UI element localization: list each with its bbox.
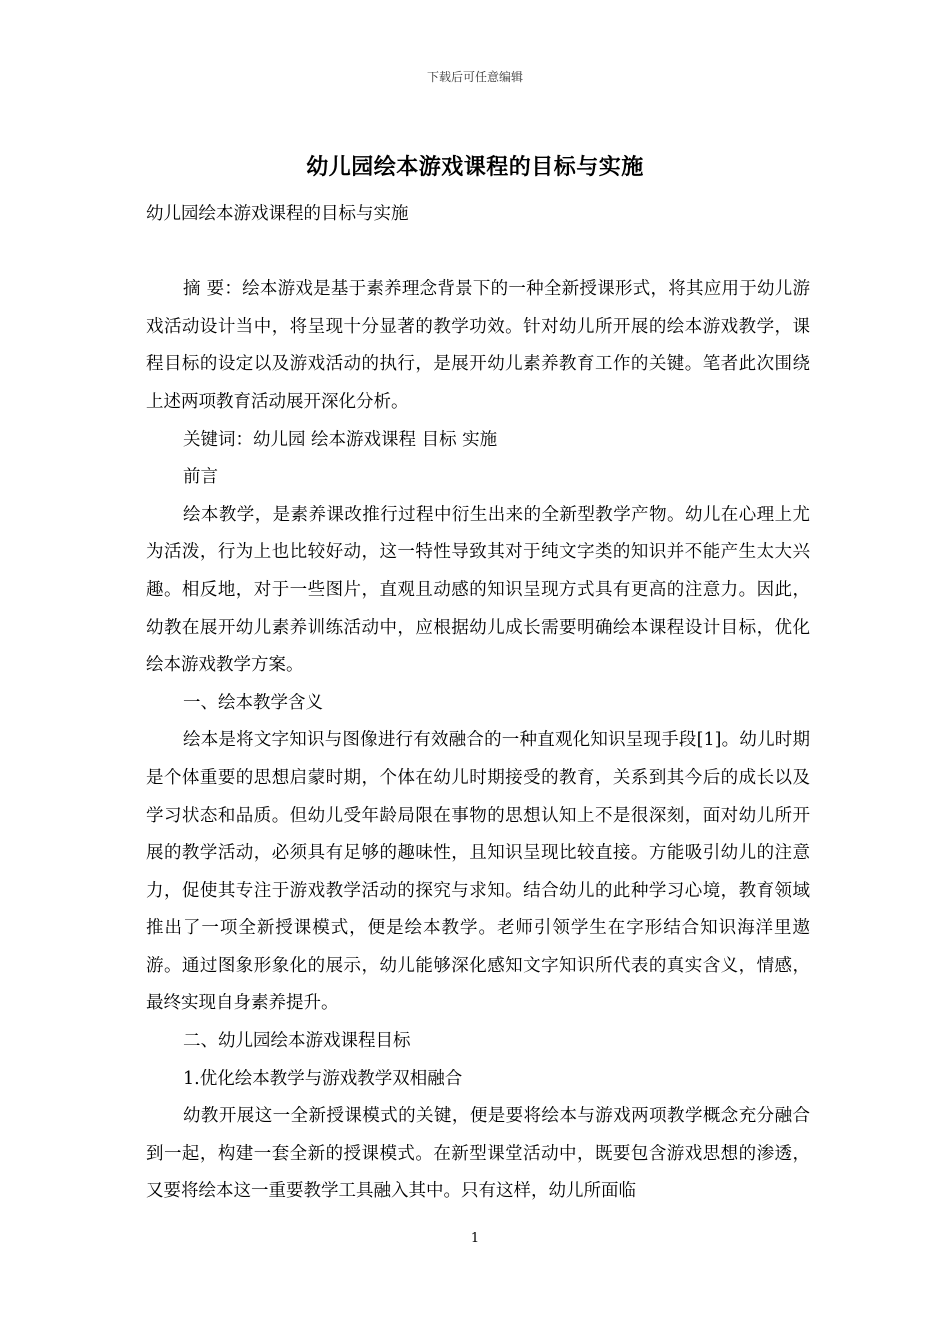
document-body <box>146 196 810 1211</box>
abstract-paragraph: 摘 要：绘本游戏是基于素养理念背景下的一种全新授课形式，将其应用于幼儿游戏活动设计当中，将呈现十分显著的教学功效。针对幼儿所开展的绘本游戏教学，课程目标的设定以及游戏活动的执行，是展开幼儿素养教育工作的关键。笔者此次围绕上述两项教育活动展开深化分析。 <box>146 279 810 412</box>
body-paragraph: 绘本是将文字知识与图像进行有效融合的一种直观化知识呈现手段[1]。幼儿时期是个体重要的思想启蒙时期，个体在幼儿时期接受的教育，关系到其今后的成长以及学习状态和品质。但幼儿受年龄局限在事物的思想认知上不是很深刻，面对幼儿所开展的教学活动，必须具有足够的趣味性，且知识呈现比较直接。方能吸引幼儿的注意力，促使其专注于游戏教学活动的探究与求知。结合幼儿的此种学习心境，教育领域推出了一项全新授课模式，便是绘本教学。老师引领学生在字形结合知识海洋里遨游。通过图象形象化的展示，幼儿能够深化感知文字知识所代表的真实含义，情感，最终实现自身素养提升。 <box>146 730 810 1014</box>
body-paragraph: 幼教开展这一全新授课模式的关键，便是要将绘本与游戏两项教学概念充分融合到一起，构建一套全新的授课模式。在新型课堂活动中，既要包含游戏思想的渗透，又要将绘本这一重要教学工具融入其中。只有这样，幼儿所面临 <box>146 1106 810 1202</box>
section-heading-1: 一、绘本教学含义 <box>183 692 323 713</box>
section-heading-2: 二、幼儿园绘本游戏课程目标 <box>183 1031 411 1052</box>
body-paragraph: 绘本教学，是素养课改推行过程中衍生出来的全新型教学产物。幼儿在心理上尤为活泼，行为上也比较好动，这一特性导致其对于纯文字类的知识并不能产生太大兴趣。相反地，对于一些图片，直观且动感的知识呈现方式具有更高的注意力。因此，幼教在展开幼儿素养训练活动中，应根据幼儿成长需要明确绘本课程设计目标，优化绘本游戏教学方案。 <box>146 504 810 676</box>
section-heading-preface: 前言 <box>183 467 218 488</box>
page-number: 1 <box>470 1231 480 1246</box>
subsection-heading-2-1: 1.优化绘本教学与游戏教学双相融合 <box>183 1068 463 1089</box>
header-note: 下载后可任意编辑 <box>426 70 523 84</box>
document-title: 幼儿园绘本游戏课程的目标与实施 <box>306 154 644 180</box>
document-subtitle: 幼儿园绘本游戏课程的目标与实施 <box>146 204 409 224</box>
keywords-line: 关键词：幼儿园 绘本游戏课程 目标 实施 <box>183 429 498 450</box>
